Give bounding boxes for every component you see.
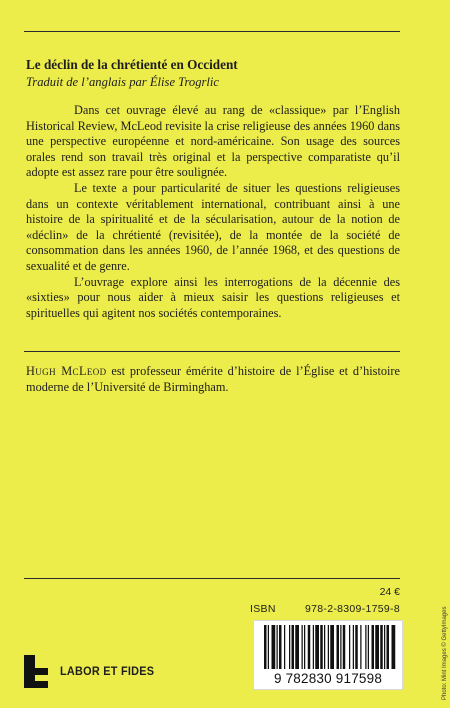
barcode-bar xyxy=(337,625,340,669)
price-label: 24 € xyxy=(379,586,400,598)
barcode xyxy=(253,620,403,690)
middle-rule xyxy=(24,351,400,352)
publisher-logo-icon xyxy=(24,655,48,688)
barcode-bar xyxy=(304,625,305,669)
barcode-bar xyxy=(324,625,325,669)
isbn-number: 978-2-8309-1759-8 xyxy=(304,603,400,615)
isbn-label: ISBN xyxy=(250,603,276,615)
barcode-bar xyxy=(343,625,346,669)
isbn-line xyxy=(250,603,400,615)
bottom-rule xyxy=(24,578,400,579)
barcode-bar xyxy=(308,625,311,669)
author-bio-text: est professeur émérite d’histoire de l’Église et d’histoire moderne de l’Université de Birmingham. xyxy=(26,364,400,394)
barcode-bar xyxy=(353,625,354,669)
barcode-bar xyxy=(340,625,341,669)
barcode-bar xyxy=(320,625,323,669)
barcode-bar xyxy=(328,625,329,669)
barcode-bar xyxy=(349,625,350,669)
barcode-bar xyxy=(360,625,361,669)
barcode-bar xyxy=(365,625,366,669)
barcode-bar xyxy=(313,625,314,669)
barcode-bar xyxy=(387,625,390,669)
photo-credit: Photo: Mint Images © GettyImages xyxy=(442,606,448,700)
description-paragraph-1: Dans cet ouvrage élevé au rang de «classique» par l’English Historical Review, McLeod revisite la crise religieuse des années 1960 dans une perspective européenne et nord-américaine. Son usage des sources orales rend son travail très original et la perspective comparatiste qu’il adopte est assez rare pour être soulignée. xyxy=(26,103,400,180)
barcode-bar xyxy=(272,625,276,669)
barcode-bar xyxy=(330,625,334,669)
barcode-digits: 9 782830 917598 xyxy=(273,671,383,686)
author-bio xyxy=(26,364,400,395)
barcode-bar xyxy=(384,625,385,669)
barcode-bar xyxy=(289,625,290,669)
barcode-bar xyxy=(292,625,295,669)
barcode-bar xyxy=(268,625,269,669)
barcode-bar xyxy=(277,625,278,669)
book-title: Le déclin de la chrétienté en Occident xyxy=(26,57,238,72)
top-rule xyxy=(24,31,400,32)
barcode-bar xyxy=(302,625,303,669)
barcode-bar xyxy=(279,625,282,669)
barcode-bars xyxy=(254,621,402,671)
book-subtitle: Traduit de l’anglais par Élise Trogrlic xyxy=(26,75,220,89)
barcode-bar xyxy=(380,625,383,669)
barcode-bar xyxy=(368,625,369,669)
barcode-bar xyxy=(392,625,396,669)
author-name: Hugh McLeod xyxy=(26,364,107,378)
description-paragraph-2: Le texte a pour particularité de situer les questions religieuses dans un contexte véritablement international, contribuant ainsi à une histoire de la spiritualité et de la sécularisation, autour de la notion de «déclin» de la chrétienté (revisitée), de la montée de la société de consommation dans les années 1960, de l’année 1968, et des questions de sexualité et de genre. xyxy=(26,180,400,273)
barcode-bar xyxy=(315,625,319,669)
barcode-bar xyxy=(372,625,375,669)
publisher-name: LABOR ET FIDES xyxy=(60,664,155,678)
barcode-bar xyxy=(284,625,285,669)
book-description xyxy=(26,103,400,321)
barcode-bar xyxy=(295,625,299,669)
description-paragraph-3: L’ouvrage explore ainsi les interrogations de la décennie des «sixties» pour nous aider à mieux saisir les questions religieuses et spirituelles qui agitent nos sociétés contemporaines. xyxy=(26,274,400,320)
barcode-bar xyxy=(355,625,358,669)
barcode-bar xyxy=(375,625,379,669)
barcode-bar xyxy=(264,625,267,669)
